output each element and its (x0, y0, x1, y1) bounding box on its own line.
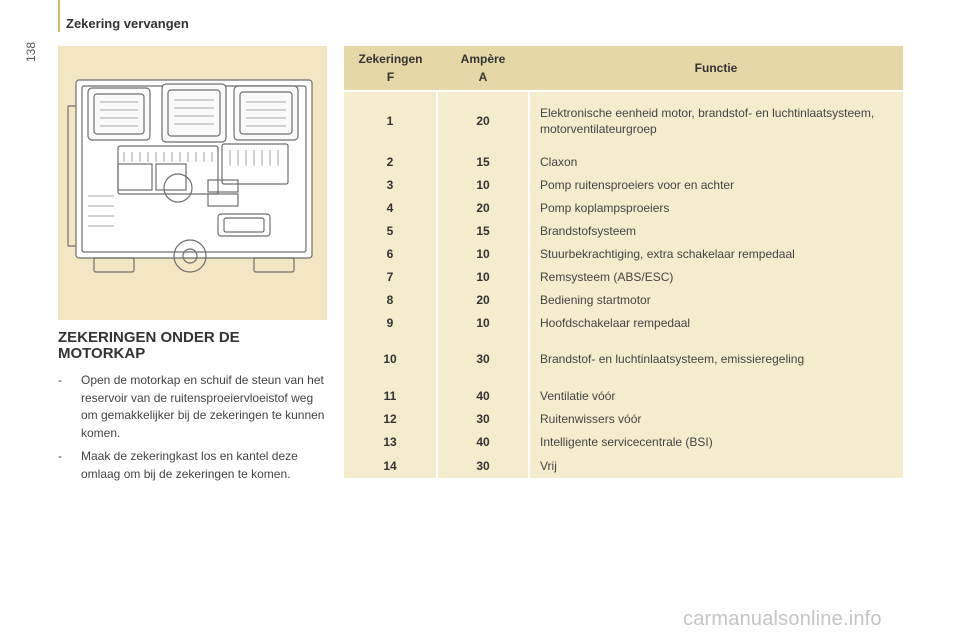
table-row (344, 407, 903, 430)
header-amp-label: Ampère (460, 52, 506, 66)
fuse-number: 5 (344, 219, 437, 242)
table-row (344, 242, 903, 265)
fuse-function: Elektronische eenheid motor, brandstof- en luchtinlaatsysteem, motorventilateurgroep (529, 91, 903, 150)
fuse-amperage: 15 (437, 150, 529, 173)
table-row (344, 288, 903, 311)
table-row (344, 311, 903, 334)
fuse-amperage: 20 (437, 288, 529, 311)
fuse-function: Intelligente servicecentrale (BSI) (529, 430, 903, 453)
fuse-amperage: 30 (437, 407, 529, 430)
fuse-amperage: 10 (437, 173, 529, 196)
fuse-number: 9 (344, 311, 437, 334)
fuse-function: Pomp ruitensproeiers voor en achter (529, 173, 903, 196)
fuse-function: Bediening startmotor (529, 288, 903, 311)
fuse-function: Brandstofsysteem (529, 219, 903, 242)
table-row (344, 150, 903, 173)
fuse-function: Stuurbekrachtiging, extra schakelaar rempedaal (529, 242, 903, 265)
fuse-function: Ventilatie vóór (529, 384, 903, 407)
watermark-text: carmanualsonline.info (683, 608, 882, 630)
fuse-number: 14 (344, 453, 437, 478)
table-row (344, 265, 903, 288)
table-header-row (344, 46, 903, 91)
table-row (344, 430, 903, 453)
table-row (344, 334, 903, 384)
instruction-item (58, 448, 333, 483)
fuse-amperage: 15 (437, 219, 529, 242)
page-header-title: Zekering vervangen (66, 16, 189, 31)
fuse-number: 4 (344, 196, 437, 219)
fuse-function: Pomp koplampsproeiers (529, 196, 903, 219)
fuse-amperage: 20 (437, 196, 529, 219)
fuse-number: 7 (344, 265, 437, 288)
header-fuse-label: Zekeringen (358, 52, 423, 66)
table-row (344, 384, 903, 407)
fuse-function: Hoofdschakelaar rempedaal (529, 311, 903, 334)
instruction-item (58, 372, 333, 442)
header-fuse-unit: F (386, 70, 395, 84)
fuse-number: 10 (344, 334, 437, 384)
fuse-function: Brandstof- en luchtinlaatsysteem, emissieregeling (529, 334, 903, 384)
fuse-function: Remsysteem (ABS/ESC) (529, 265, 903, 288)
fuse-number: 13 (344, 430, 437, 453)
section-title: ZEKERINGEN ONDER DE MOTORKAP (58, 329, 240, 362)
instruction-list (58, 372, 333, 489)
fuse-amperage: 10 (437, 311, 529, 334)
fuse-number: 12 (344, 407, 437, 430)
fuse-table (344, 46, 903, 478)
header-accent-bar (58, 0, 60, 32)
table-row (344, 219, 903, 242)
fuse-number: 11 (344, 384, 437, 407)
header-amp (437, 46, 529, 91)
fuse-amperage: 10 (437, 242, 529, 265)
fuse-function: Claxon (529, 150, 903, 173)
table-row (344, 196, 903, 219)
fuse-number: 6 (344, 242, 437, 265)
fuse-amperage: 40 (437, 430, 529, 453)
instruction-text: Open de motorkap en schuif de steun van het reservoir van de ruitensproeiervloeistof weg om gemakkelijker bij de zekeringen te kunnen komen. (81, 373, 325, 440)
fuse-number: 3 (344, 173, 437, 196)
header-fuse (344, 46, 437, 91)
fuse-number: 8 (344, 288, 437, 311)
list-dash: - (58, 449, 62, 463)
table-row (344, 91, 903, 150)
table-row (344, 173, 903, 196)
page-number: 138 (24, 41, 38, 62)
fuse-number: 1 (344, 91, 437, 150)
fuse-function: Ruitenwissers vóór (529, 407, 903, 430)
fuse-amperage: 40 (437, 384, 529, 407)
fuse-amperage: 30 (437, 334, 529, 384)
header-function: Functie (529, 46, 903, 91)
fuse-function: Vrij (529, 453, 903, 478)
table-row (344, 453, 903, 478)
fuse-box-drawing (58, 46, 327, 320)
fuse-amperage: 20 (437, 91, 529, 150)
list-dash: - (58, 373, 62, 387)
fuse-number: 2 (344, 150, 437, 173)
instruction-text: Maak de zekeringkast los en kantel deze omlaag om bij de zekeringen te komen. (81, 449, 298, 481)
fuse-amperage: 10 (437, 265, 529, 288)
fuse-amperage: 30 (437, 453, 529, 478)
fuse-box-illustration (58, 46, 327, 320)
header-amp-unit: A (478, 70, 488, 84)
